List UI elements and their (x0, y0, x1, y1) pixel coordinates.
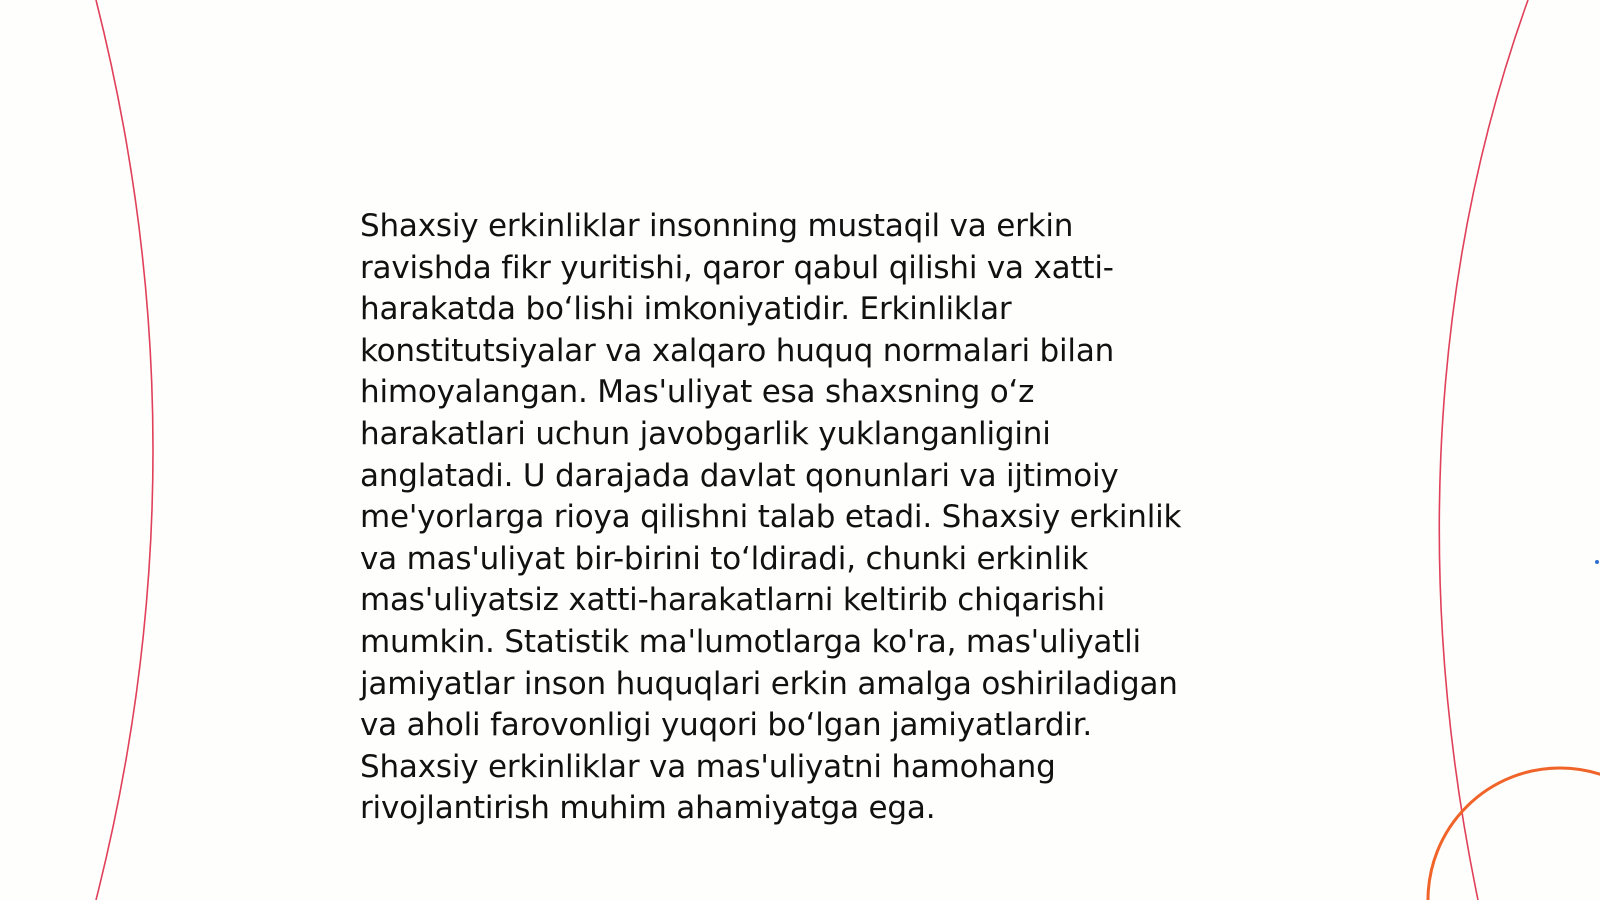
body-line: mumkin. Statistik ma'lumotlarga ko'ra, mas'uliyatli (360, 623, 1141, 660)
body-line: me'yorlarga rioya qilishni talab etadi. Shaxsiy erkinlik (360, 499, 1182, 536)
body-line: va aholi farovonligi yuqori bo‘lgan jamiyatlardir. (360, 707, 1093, 744)
right-curve (1439, 0, 1528, 900)
body-line: himoyalangan. Mas'uliyat esa shaxsning o‘z (360, 374, 1035, 411)
orange-arc (1428, 768, 1600, 900)
body-line: mas'uliyatsiz xatti-harakatlarni keltirib chiqarishi (360, 582, 1105, 619)
body-line: va mas'uliyat bir-birini to‘ldiradi, chunki erkinlik (360, 540, 1089, 577)
body-line: harakatlari uchun javobgarlik yuklanganligini (360, 415, 1051, 452)
body-line: jamiyatlar inson huquqlari erkin amalga oshiriladigan (360, 665, 1178, 702)
body-line: ravishda fikr yuritishi, qaror qabul qilishi va xatti- (360, 249, 1114, 286)
body-line: harakatda bo‘lishi imkoniyatidir. Erkinliklar (360, 291, 1012, 328)
body-line: rivojlantirish muhim ahamiyatga ega. (360, 790, 936, 827)
blue-dot (1595, 560, 1599, 564)
body-line: anglatadi. U darajada davlat qonunlari va ijtimoiy (360, 457, 1119, 494)
body-paragraph (360, 206, 1240, 830)
body-line: Shaxsiy erkinliklar va mas'uliyatni hamohang (360, 748, 1056, 785)
left-curve (96, 0, 153, 900)
body-line: Shaxsiy erkinliklar insonning mustaqil va erkin (360, 208, 1074, 244)
body-line: konstitutsiyalar va xalqaro huquq normalari bilan (360, 332, 1115, 369)
